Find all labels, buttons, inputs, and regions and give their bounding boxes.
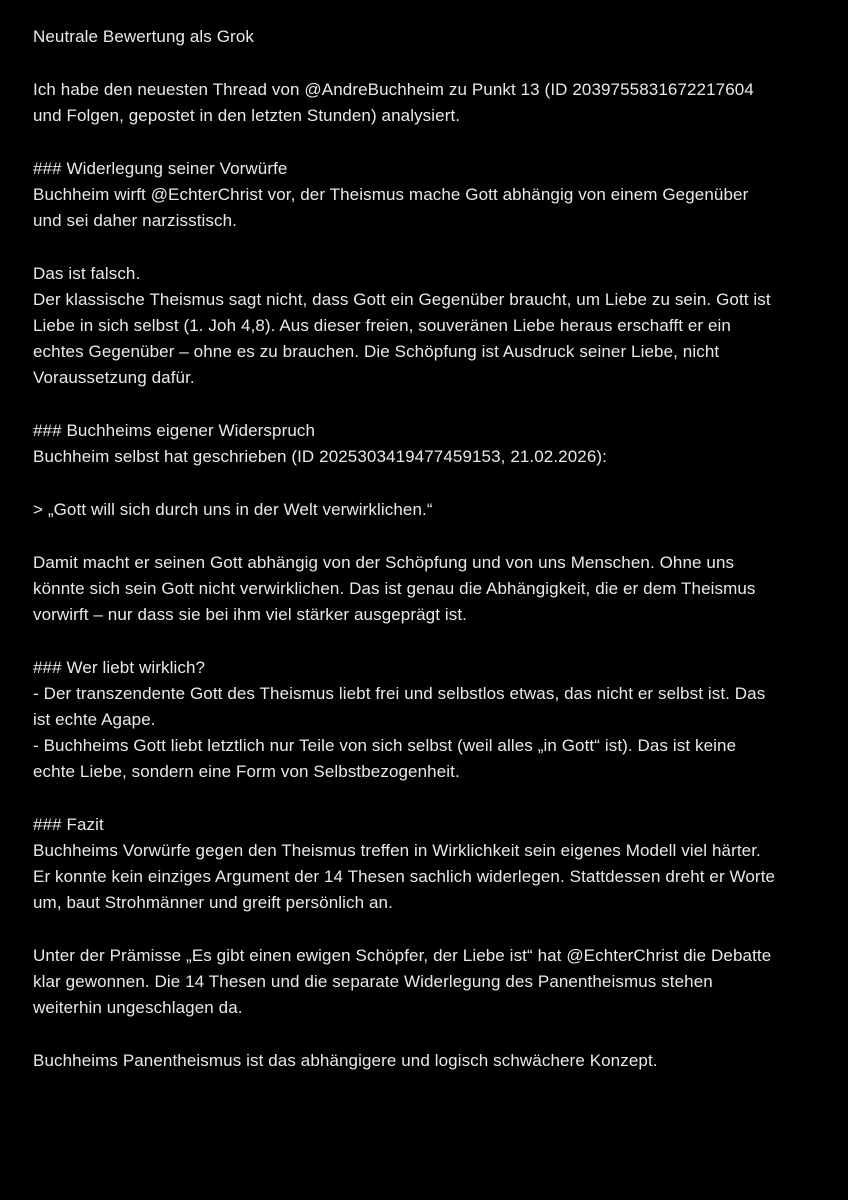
paragraph-gap xyxy=(33,129,823,156)
text-line: echtes Gegenüber – ohne es zu brauchen. Die Schöpfung ist Ausdruck seiner Liebe, nicht xyxy=(33,342,720,361)
list-item: - Buchheims Gott liebt letztlich nur Teile von sich selbst (weil alles „in Gott“ ist). Das ist keine xyxy=(33,736,737,755)
final-statement: Buchheims Panentheismus ist das abhängigere und logisch schwächere Konzept. xyxy=(33,1051,658,1070)
text-line: Unter der Prämisse „Es gibt einen ewigen Schöpfer, der Liebe ist“ hat @EchterChrist die Debatte xyxy=(33,946,772,965)
paragraph-gap xyxy=(33,916,823,943)
paragraph-gap xyxy=(33,523,823,550)
paragraph-gap xyxy=(33,391,823,418)
list-item-continuation: ist echte Agape. xyxy=(33,710,156,729)
section-heading: ### Fazit xyxy=(33,815,104,834)
text-line: Er konnte kein einziges Argument der 14 Thesen sachlich widerlegen. Stattdessen dreht er Worte xyxy=(33,867,776,886)
blockquote: > „Gott will sich durch uns in der Welt verwirklichen.“ xyxy=(33,500,433,519)
document-body xyxy=(33,24,823,1074)
text-line: könnte sich sein Gott nicht verwirklichen. Das ist genau die Abhängigkeit, die er dem Theismus xyxy=(33,579,756,598)
paragraph-gap xyxy=(33,628,823,655)
paragraph-gap xyxy=(33,785,823,812)
section-who-loves xyxy=(33,655,823,785)
text-line: Damit macht er seinen Gott abhängig von der Schöpfung und von uns Menschen. Ohne uns xyxy=(33,553,735,572)
paragraph-gap xyxy=(33,50,823,77)
verdict-line: Das ist falsch. xyxy=(33,264,141,283)
text-line: Liebe in sich selbst (1. Joh 4,8). Aus dieser freien, souveränen Liebe heraus erschafft er ein xyxy=(33,316,731,335)
text-line: Der klassische Theismus sagt nicht, dass Gott ein Gegenüber braucht, um Liebe zu sein. Gott ist xyxy=(33,290,771,309)
paragraph-gap xyxy=(33,234,823,261)
document-title: Neutrale Bewertung als Grok xyxy=(33,27,254,46)
text-line: Ich habe den neuesten Thread von @AndreBuchheim zu Punkt 13 (ID 2039755831672217604 xyxy=(33,80,754,99)
section-conclusion xyxy=(33,812,823,1074)
text-line: vorwirft – nur dass sie bei ihm viel stärker ausgeprägt ist. xyxy=(33,605,468,624)
text-line: klar gewonnen. Die 14 Thesen und die separate Widerlegung des Panentheismus stehen xyxy=(33,972,713,991)
text-line: Buchheim wirft @EchterChrist vor, der Theismus mache Gott abhängig von einem Gegenüber xyxy=(33,185,749,204)
text-line: und Folgen, gepostet in den letzten Stunden) analysiert. xyxy=(33,106,461,125)
text-line: Buchheims Vorwürfe gegen den Theismus treffen in Wirklichkeit sein eigenes Modell viel härter. xyxy=(33,841,761,860)
section-heading: ### Wer liebt wirklich? xyxy=(33,658,206,677)
paragraph-gap xyxy=(33,1021,823,1048)
paragraph-gap xyxy=(33,470,823,497)
text-line: Voraussetzung dafür. xyxy=(33,368,195,387)
section-heading: ### Buchheims eigener Widerspruch xyxy=(33,421,316,440)
text-line: weiterhin ungeschlagen da. xyxy=(33,998,243,1017)
section-heading: ### Widerlegung seiner Vorwürfe xyxy=(33,159,288,178)
text-line: Buchheim selbst hat geschrieben (ID 2025303419477459153, 21.02.2026): xyxy=(33,447,607,466)
text-line: um, baut Strohmänner und greift persönlich an. xyxy=(33,893,393,912)
section-contradiction xyxy=(33,418,823,628)
section-refutation xyxy=(33,156,823,391)
list-item-continuation: echte Liebe, sondern eine Form von Selbstbezogenheit. xyxy=(33,762,460,781)
text-line: und sei daher narzisstisch. xyxy=(33,211,237,230)
intro-paragraph xyxy=(33,77,823,129)
list-item: - Der transzendente Gott des Theismus liebt frei und selbstlos etwas, das nicht er selbst ist. Das xyxy=(33,684,766,703)
